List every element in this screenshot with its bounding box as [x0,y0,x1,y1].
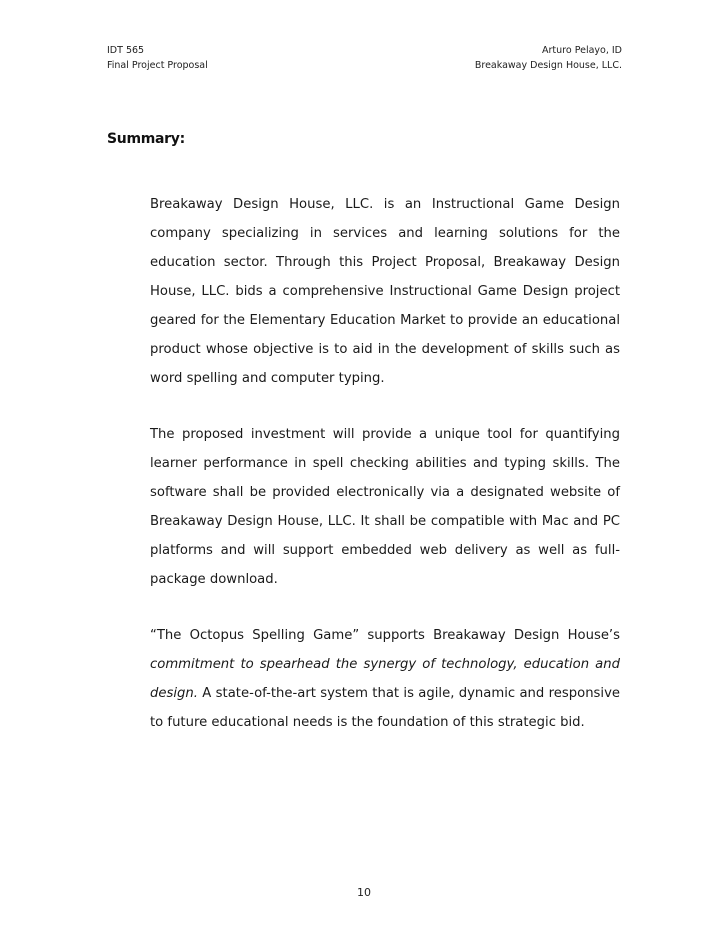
paragraph-3 [150,621,620,737]
course-code: IDT 565 [107,45,145,56]
company-name: Breakaway Design House, LLC. [474,60,622,71]
header-left [107,43,208,73]
paragraph-3-end: A state-of-the-art system that is agile, dynamic and responsive to future educational needs is the foundation of this strategic bid. [150,686,620,730]
paragraph-1: Breakaway Design House, LLC. is an Instructional Game Design company specializing in services and learning solutions for the education sector. Through this Project Proposal, Breakaway Design House, LLC. bids a comprehensive Instructional Game Design project geared for the Elementary Education Market to provide an educational product whose objective is to aid in the development of skills such as word spelling and computer typing. [150,197,620,386]
paragraph-3-start: “The Octopus Spelling Game” supports Breakaway Design House’s [150,628,620,643]
header-right [475,43,622,73]
document-body [150,190,620,764]
paragraph-2: The proposed investment will provide a unique tool for quantifying learner performance in spell checking abilities and typing skills. The software shall be provided electronically via a designated website of Breakaway Design House, LLC. It shall be compatible with Mac and PC platforms and will support embedded web delivery as well as full-package download. [150,427,620,587]
document-type: Final Project Proposal [107,60,208,71]
paragraph-3-italic: commitment to spearhead the synergy of technology, education and design. [150,657,620,701]
page-number: 10 [357,886,371,899]
section-heading: Summary: [107,131,185,147]
author-name: Arturo Pelayo, ID [542,45,622,56]
